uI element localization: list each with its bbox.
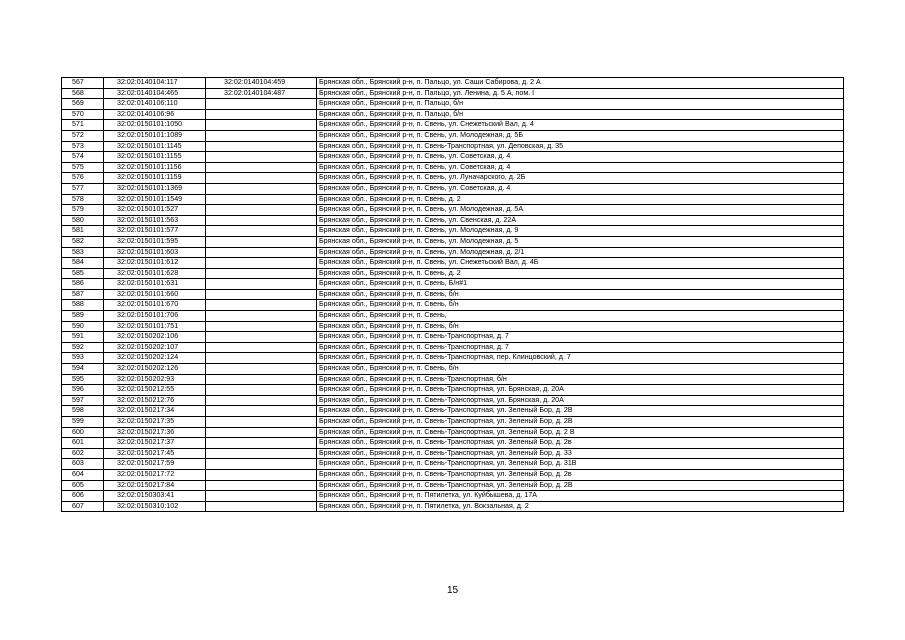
address-cell: Брянская обл., Брянский р-н, п. Свень, ул. Свенская, д. 22А	[317, 215, 844, 226]
previous-number-cell	[206, 152, 317, 163]
cadastral-number-cell: 32:02:0150101:563	[104, 215, 206, 226]
address-cell: Брянская обл., Брянский р-н, п. Свень-Транспортная, ул. Зеленый Бор, д. 33	[317, 448, 844, 459]
previous-number-cell	[206, 183, 317, 194]
table-row	[62, 353, 844, 364]
table-row	[62, 321, 844, 332]
table-row	[62, 501, 844, 512]
previous-number-cell	[206, 374, 317, 385]
table-row	[62, 311, 844, 322]
table-row	[62, 141, 844, 152]
table-row	[62, 78, 844, 89]
previous-number-cell	[206, 289, 317, 300]
cadastral-number-cell: 32:02:0150101:1156	[104, 162, 206, 173]
row-number-cell: 569	[62, 99, 104, 110]
address-cell: Брянская обл., Брянский р-н, п. Пальцо, ул. Саши Сабирова, д. 2 А	[317, 78, 844, 89]
table-row	[62, 236, 844, 247]
row-number-cell: 589	[62, 311, 104, 322]
previous-number-cell	[206, 162, 317, 173]
table-row	[62, 194, 844, 205]
previous-number-cell	[206, 321, 317, 332]
registry-table	[61, 77, 844, 512]
page-number: 15	[446, 585, 459, 596]
table-row	[62, 152, 844, 163]
previous-number-cell	[206, 120, 317, 131]
cadastral-number-cell: 32:02:0150101:1145	[104, 141, 206, 152]
address-cell: Брянская обл., Брянский р-н, п. Свень, д. 2	[317, 194, 844, 205]
row-number-cell: 605	[62, 480, 104, 491]
cadastral-number-cell: 32:02:0150217:34	[104, 406, 206, 417]
table-row	[62, 448, 844, 459]
previous-number-cell	[206, 99, 317, 110]
previous-number-cell: 32:02:0140104:459	[206, 78, 317, 89]
row-number-cell: 588	[62, 300, 104, 311]
table-row	[62, 279, 844, 290]
previous-number-cell	[206, 342, 317, 353]
cadastral-number-cell: 32:02:0150217:72	[104, 469, 206, 480]
cadastral-number-cell: 32:02:0140106:110	[104, 99, 206, 110]
cadastral-number-cell: 32:02:0150217:36	[104, 427, 206, 438]
row-number-cell: 597	[62, 395, 104, 406]
row-number-cell: 606	[62, 491, 104, 502]
address-cell: Брянская обл., Брянский р-н, п. Свень-Транспортная, б/н	[317, 374, 844, 385]
cadastral-number-cell: 32:02:0150101:1155	[104, 152, 206, 163]
address-cell: Брянская обл., Брянский р-н, п. Пятилетка, ул. Куйбышева, д. 17А	[317, 491, 844, 502]
row-number-cell: 583	[62, 247, 104, 258]
cadastral-number-cell: 32:02:0150101:631	[104, 279, 206, 290]
cadastral-number-cell: 32:02:0150101:595	[104, 236, 206, 247]
previous-number-cell	[206, 205, 317, 216]
cadastral-number-cell: 32:02:0150202:93	[104, 374, 206, 385]
row-number-cell: 587	[62, 289, 104, 300]
table-row	[62, 99, 844, 110]
row-number-cell: 599	[62, 417, 104, 428]
address-cell: Брянская обл., Брянский р-н, п. Свень, Б/н#1	[317, 279, 844, 290]
address-cell: Брянская обл., Брянский р-н, п. Пальцо, ул. Ленина, д. 5 А, пом. I	[317, 88, 844, 99]
address-cell: Брянская обл., Брянский р-н, п. Свень, д. 2	[317, 268, 844, 279]
previous-number-cell	[206, 268, 317, 279]
address-cell: Брянская обл., Брянский р-н, п. Свень, ул. Молодежная, д. 5Б	[317, 130, 844, 141]
cadastral-number-cell: 32:02:0150202:106	[104, 332, 206, 343]
row-number-cell: 575	[62, 162, 104, 173]
cadastral-number-cell: 32:02:0150212:55	[104, 385, 206, 396]
cadastral-number-cell: 32:02:0140104:117	[104, 78, 206, 89]
address-cell: Брянская обл., Брянский р-н, п. Свень, ул. Советская, д. 4	[317, 152, 844, 163]
table-row	[62, 491, 844, 502]
previous-number-cell	[206, 258, 317, 269]
row-number-cell: 593	[62, 353, 104, 364]
address-cell: Брянская обл., Брянский р-н, п. Свень, б/н	[317, 300, 844, 311]
row-number-cell: 573	[62, 141, 104, 152]
table-row	[62, 300, 844, 311]
address-cell: Брянская обл., Брянский р-н, п. Свень-Транспортная, ул. Зеленый Бор, д. 2В	[317, 406, 844, 417]
cadastral-number-cell: 32:02:0150202:107	[104, 342, 206, 353]
address-cell: Брянская обл., Брянский р-н, п. Свень, ул. Молодежная, д. 2/1	[317, 247, 844, 258]
table-row	[62, 406, 844, 417]
address-cell: Брянская обл., Брянский р-н, п. Свень, ул. Молодежная, д. 5А	[317, 205, 844, 216]
row-number-cell: 592	[62, 342, 104, 353]
table-row	[62, 258, 844, 269]
cadastral-number-cell: 32:02:0150101:1089	[104, 130, 206, 141]
address-cell: Брянская обл., Брянский р-н, п. Свень, ул. Советская, д. 4	[317, 162, 844, 173]
previous-number-cell	[206, 279, 317, 290]
previous-number-cell	[206, 385, 317, 396]
address-cell: Брянская обл., Брянский р-н, п. Свень, ул. Советская, д. 4	[317, 183, 844, 194]
table-row	[62, 417, 844, 428]
previous-number-cell	[206, 332, 317, 343]
cadastral-number-cell: 32:02:0150217:37	[104, 438, 206, 449]
address-cell: Брянская обл., Брянский р-н, п. Свень-Транспортная, ул. Брянская, д. 20А	[317, 395, 844, 406]
previous-number-cell	[206, 300, 317, 311]
row-number-cell: 590	[62, 321, 104, 332]
previous-number-cell	[206, 469, 317, 480]
row-number-cell: 604	[62, 469, 104, 480]
previous-number-cell	[206, 448, 317, 459]
cadastral-number-cell: 32:02:0150101:751	[104, 321, 206, 332]
row-number-cell: 594	[62, 364, 104, 375]
table-row	[62, 395, 844, 406]
row-number-cell: 580	[62, 215, 104, 226]
address-cell: Брянская обл., Брянский р-н, п. Пятилетка, ул. Вокзальная, д. 2	[317, 501, 844, 512]
address-cell: Брянская обл., Брянский р-н, п. Свень-Транспортная, ул. Зеленый Бор, д. 2В	[317, 480, 844, 491]
previous-number-cell	[206, 491, 317, 502]
previous-number-cell	[206, 427, 317, 438]
registry-table-body	[62, 78, 844, 512]
previous-number-cell	[206, 226, 317, 237]
row-number-cell: 602	[62, 448, 104, 459]
row-number-cell: 598	[62, 406, 104, 417]
table-row	[62, 342, 844, 353]
row-number-cell: 570	[62, 109, 104, 120]
cadastral-number-cell: 32:02:0150101:577	[104, 226, 206, 237]
address-cell: Брянская обл., Брянский р-н, п. Пальцо, б/н	[317, 99, 844, 110]
table-row	[62, 88, 844, 99]
previous-number-cell	[206, 215, 317, 226]
row-number-cell: 574	[62, 152, 104, 163]
table-row	[62, 130, 844, 141]
cadastral-number-cell: 32:02:0150202:124	[104, 353, 206, 364]
table-row	[62, 162, 844, 173]
table-row	[62, 427, 844, 438]
row-number-cell: 591	[62, 332, 104, 343]
address-cell: Брянская обл., Брянский р-н, п. Свень-Транспортная, ул. Деповская, д. 35	[317, 141, 844, 152]
previous-number-cell	[206, 130, 317, 141]
row-number-cell: 581	[62, 226, 104, 237]
row-number-cell: 595	[62, 374, 104, 385]
address-cell: Брянская обл., Брянский р-н, п. Свень, ул. Молодежная, д. 5	[317, 236, 844, 247]
address-cell: Брянская обл., Брянский р-н, п. Свень, ул. Снежетьский Вал, д. 4Б	[317, 258, 844, 269]
cadastral-number-cell: 32:02:0150101:628	[104, 268, 206, 279]
cadastral-number-cell: 32:02:0150217:45	[104, 448, 206, 459]
previous-number-cell	[206, 311, 317, 322]
previous-number-cell	[206, 395, 317, 406]
cadastral-number-cell: 32:02:0150101:1159	[104, 173, 206, 184]
cadastral-number-cell: 32:02:0150101:1050	[104, 120, 206, 131]
table-row	[62, 385, 844, 396]
address-cell: Брянская обл., Брянский р-н, п. Свень, б/н	[317, 364, 844, 375]
cadastral-number-cell: 32:02:0140104:465	[104, 88, 206, 99]
previous-number-cell	[206, 406, 317, 417]
previous-number-cell	[206, 247, 317, 258]
row-number-cell: 568	[62, 88, 104, 99]
cadastral-number-cell: 32:02:0150101:660	[104, 289, 206, 300]
cadastral-number-cell: 32:02:0150217:35	[104, 417, 206, 428]
previous-number-cell	[206, 438, 317, 449]
cadastral-number-cell: 32:02:0140106:96	[104, 109, 206, 120]
cadastral-number-cell: 32:02:0150101:527	[104, 205, 206, 216]
table-row	[62, 109, 844, 120]
row-number-cell: 603	[62, 459, 104, 470]
row-number-cell: 576	[62, 173, 104, 184]
address-cell: Брянская обл., Брянский р-н, п. Свень-Транспортная, ул. Зеленый Бор, д. 2 В	[317, 427, 844, 438]
table-row	[62, 374, 844, 385]
previous-number-cell	[206, 141, 317, 152]
row-number-cell: 586	[62, 279, 104, 290]
address-cell: Брянская обл., Брянский р-н, п. Свень, б/н	[317, 289, 844, 300]
previous-number-cell	[206, 236, 317, 247]
address-cell: Брянская обл., Брянский р-н, п. Свень,	[317, 311, 844, 322]
row-number-cell: 578	[62, 194, 104, 205]
address-cell: Брянская обл., Брянский р-н, п. Свень, ул. Луначарского, д. 2Б	[317, 173, 844, 184]
table-row	[62, 215, 844, 226]
address-cell: Брянская обл., Брянский р-н, п. Свень-Транспортная, ул. Зеленый Бор, д. 31В	[317, 459, 844, 470]
table-row	[62, 268, 844, 279]
table-row	[62, 480, 844, 491]
previous-number-cell	[206, 364, 317, 375]
table-row	[62, 173, 844, 184]
previous-number-cell	[206, 109, 317, 120]
table-row	[62, 469, 844, 480]
cadastral-number-cell: 32:02:0150202:126	[104, 364, 206, 375]
table-row	[62, 120, 844, 131]
row-number-cell: 571	[62, 120, 104, 131]
row-number-cell: 601	[62, 438, 104, 449]
address-cell: Брянская обл., Брянский р-н, п. Свень, ул. Снежетьский Вал, д. 4	[317, 120, 844, 131]
row-number-cell: 579	[62, 205, 104, 216]
previous-number-cell: 32:02:0140104:487	[206, 88, 317, 99]
table-row	[62, 289, 844, 300]
cadastral-number-cell: 32:02:0150101:603	[104, 247, 206, 258]
cadastral-number-cell: 32:02:0150310:102	[104, 501, 206, 512]
previous-number-cell	[206, 353, 317, 364]
address-cell: Брянская обл., Брянский р-н, п. Свень, б/н	[317, 321, 844, 332]
previous-number-cell	[206, 173, 317, 184]
previous-number-cell	[206, 459, 317, 470]
previous-number-cell	[206, 417, 317, 428]
previous-number-cell	[206, 501, 317, 512]
cadastral-number-cell: 32:02:0150212:76	[104, 395, 206, 406]
address-cell: Брянская обл., Брянский р-н, п. Пальцо, б/н	[317, 109, 844, 120]
table-row	[62, 438, 844, 449]
row-number-cell: 607	[62, 501, 104, 512]
address-cell: Брянская обл., Брянский р-н, п. Свень-Транспортная, ул. Зеленый Бор, д. 2в	[317, 438, 844, 449]
address-cell: Брянская обл., Брянский р-н, п. Свень-Транспортная, д. 7	[317, 342, 844, 353]
row-number-cell: 567	[62, 78, 104, 89]
cadastral-number-cell: 32:02:0150101:706	[104, 311, 206, 322]
table-row	[62, 459, 844, 470]
row-number-cell: 577	[62, 183, 104, 194]
row-number-cell: 584	[62, 258, 104, 269]
table-row	[62, 183, 844, 194]
cadastral-number-cell: 32:02:0150217:59	[104, 459, 206, 470]
address-cell: Брянская обл., Брянский р-н, п. Свень-Транспортная, д. 7	[317, 332, 844, 343]
cadastral-number-cell: 32:02:0150101:612	[104, 258, 206, 269]
previous-number-cell	[206, 194, 317, 205]
row-number-cell: 585	[62, 268, 104, 279]
table-row	[62, 205, 844, 216]
cadastral-number-cell: 32:02:0150101:670	[104, 300, 206, 311]
cadastral-number-cell: 32:02:0150217:84	[104, 480, 206, 491]
address-cell: Брянская обл., Брянский р-н, п. Свень-Транспортная, ул. Зеленый Бор, д. 2В	[317, 417, 844, 428]
address-cell: Брянская обл., Брянский р-н, п. Свень-Транспортная, ул. Брянская, д. 20А	[317, 385, 844, 396]
row-number-cell: 596	[62, 385, 104, 396]
cadastral-number-cell: 32:02:0150303:41	[104, 491, 206, 502]
address-cell: Брянская обл., Брянский р-н, п. Свень, ул. Молодежная, д. 9	[317, 226, 844, 237]
row-number-cell: 600	[62, 427, 104, 438]
row-number-cell: 572	[62, 130, 104, 141]
table-row	[62, 332, 844, 343]
cadastral-number-cell: 32:02:0150101:1369	[104, 183, 206, 194]
previous-number-cell	[206, 480, 317, 491]
table-row	[62, 364, 844, 375]
address-cell: Брянская обл., Брянский р-н, п. Свень-Транспортная, ул. Зеленый Бор, д. 2в	[317, 469, 844, 480]
address-cell: Брянская обл., Брянский р-н, п. Свень-Транспортная, пер. Клинцовский, д. 7	[317, 353, 844, 364]
cadastral-number-cell: 32:02:0150101:1549	[104, 194, 206, 205]
table-row	[62, 226, 844, 237]
table-row	[62, 247, 844, 258]
row-number-cell: 582	[62, 236, 104, 247]
